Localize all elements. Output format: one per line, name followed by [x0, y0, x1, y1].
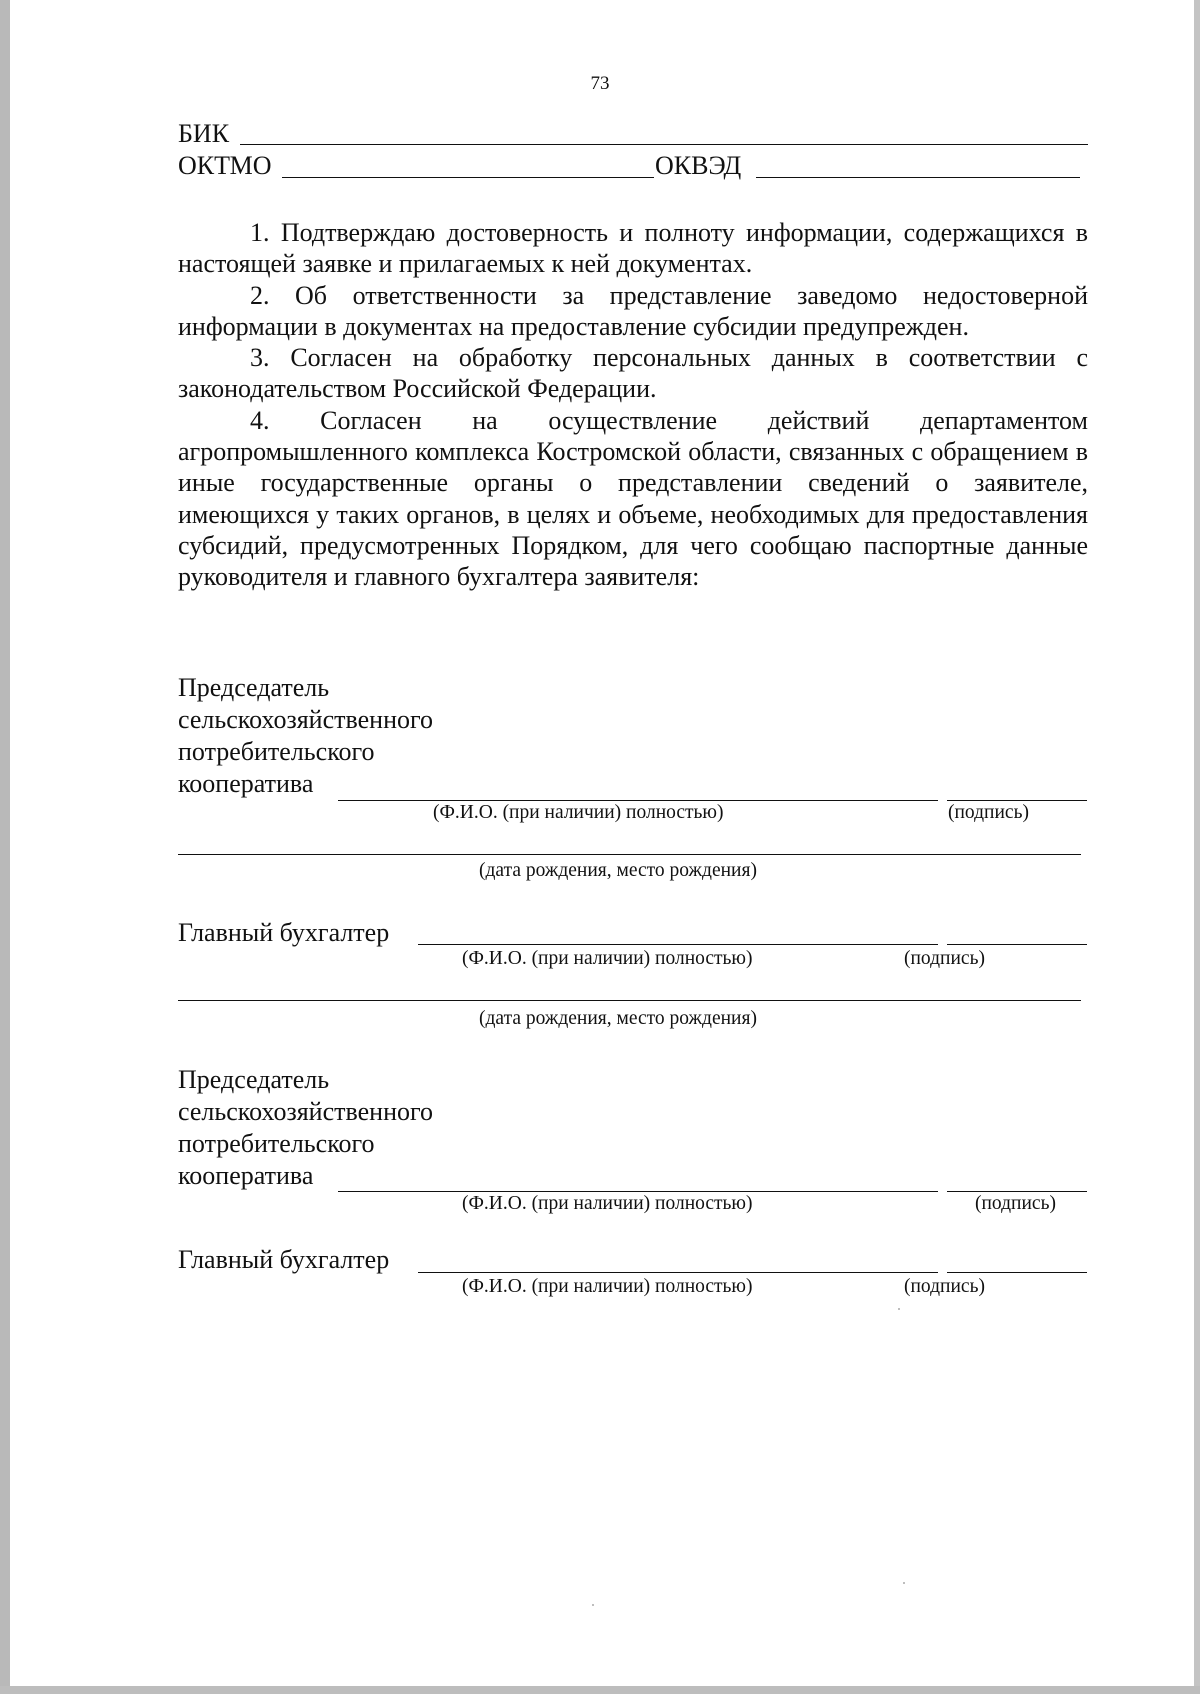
- oktmo-label: ОКТМО: [178, 151, 272, 180]
- accountant-fio-line-1: [418, 944, 938, 945]
- okved-field-line: [756, 177, 1080, 178]
- accountant-fio-line-2: [418, 1272, 938, 1273]
- chairman-label-line: сельскохозяйственного: [178, 705, 433, 734]
- oktmo-field-line: [282, 177, 654, 178]
- bik-field-line: [240, 144, 1088, 145]
- chairman-label-2: [178, 1064, 433, 1192]
- clause-4: 4. Согласен на осуществление действий департаментом агропромышленного комплекса Костромской области, связанных с обращением в иные государственные органы о представлении сведений о заявителе, имеющихся у таких органов, в целях и объеме, необходимых для предоставления субсидий, предусмотренных Порядком, для чего сообщаю паспортные данные руководителя и главного бухгалтера заявителя:: [178, 405, 1088, 592]
- chairman-fio-line-1: [338, 800, 938, 801]
- okved-label: ОКВЭД: [655, 151, 742, 180]
- birth-caption: (дата рождения, место рождения): [479, 860, 757, 881]
- scan-speck: [903, 1582, 905, 1584]
- birth-data-line-1: [178, 854, 1081, 855]
- scan-bottom-edge: [0, 1686, 1200, 1694]
- fio-caption: (Ф.И.О. (при наличии) полностью): [462, 1276, 753, 1297]
- chairman-fio-line-2: [338, 1191, 938, 1192]
- chairman-label-1: [178, 672, 433, 800]
- chairman-label-line: кооператива: [178, 769, 314, 798]
- fio-caption: (Ф.И.О. (при наличии) полностью): [433, 802, 724, 823]
- accountant-label-1: Главный бухгалтер: [178, 918, 390, 947]
- chairman-label-line: потребительского: [178, 737, 375, 766]
- bik-label: БИК: [178, 119, 230, 148]
- accountant-label-2: Главный бухгалтер: [178, 1245, 390, 1274]
- scan-left-edge: [0, 0, 10, 1694]
- chairman-label-line: сельскохозяйственного: [178, 1097, 433, 1126]
- signature-caption: (подпись): [975, 1193, 1056, 1214]
- clause-3: 3. Согласен на обработку персональных данных в соответствии с законодательством Российской Федерации.: [178, 343, 1088, 404]
- accountant-signature-line-2: [947, 1272, 1087, 1273]
- birth-caption: (дата рождения, место рождения): [479, 1008, 757, 1029]
- accountant-signature-line-1: [947, 944, 1087, 945]
- chairman-label-line: Председатель: [178, 673, 330, 702]
- chairman-label-line: потребительского: [178, 1129, 375, 1158]
- chairman-label-line: кооператива: [178, 1161, 314, 1190]
- fio-caption: (Ф.И.О. (при наличии) полностью): [462, 948, 753, 969]
- chairman-label-line: Председатель: [178, 1065, 330, 1094]
- page-number: 73: [590, 73, 610, 94]
- clause-1: 1. Подтверждаю достоверность и полноту информации, содержащихся в настоящей заявке и прилагаемых к ней документах.: [178, 218, 1088, 279]
- chairman-signature-line-1: [947, 800, 1087, 801]
- scan-speck: [898, 1308, 900, 1310]
- fio-caption: (Ф.И.О. (при наличии) полностью): [462, 1193, 753, 1214]
- chairman-signature-line-2: [947, 1191, 1087, 1192]
- birth-data-line-2: [178, 1000, 1081, 1001]
- signature-caption: (подпись): [904, 1276, 985, 1297]
- scan-right-edge: [1194, 0, 1200, 1694]
- clause-2: 2. Об ответственности за представление заведомо недостоверной информации в документах на предоставление субсидии предупрежден.: [178, 280, 1088, 341]
- consent-clauses: [178, 217, 1088, 593]
- scan-speck: [592, 1604, 594, 1606]
- signature-caption: (подпись): [948, 802, 1029, 823]
- signature-caption: (подпись): [904, 948, 985, 969]
